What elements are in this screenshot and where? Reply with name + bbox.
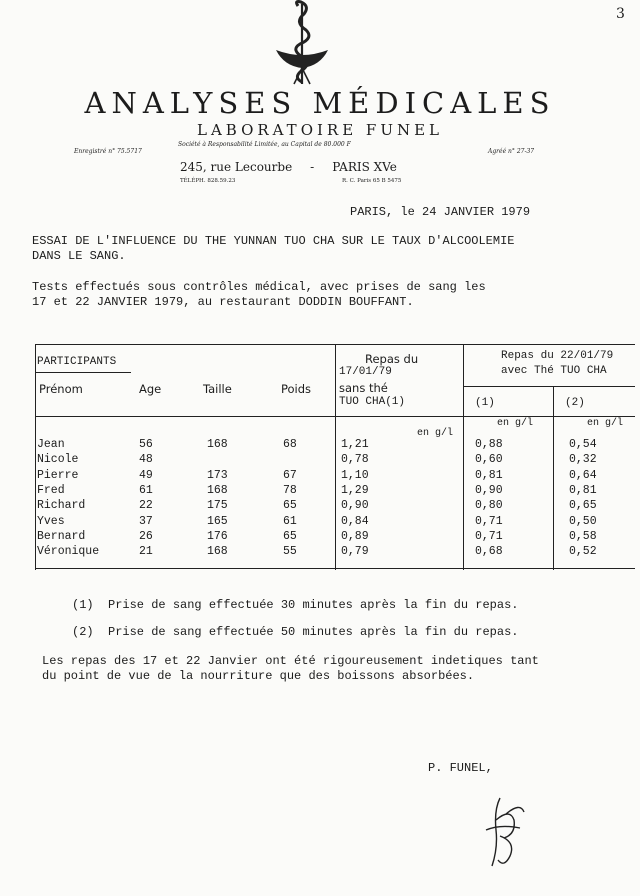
cell-prenom: Nicole	[37, 453, 79, 467]
cell-r2b: 0,58	[569, 529, 597, 543]
phone-number: TÉLÉPH. 828.59.23	[180, 178, 236, 184]
cell-r2a: 0,88	[475, 438, 503, 451]
header-repas2-line2: avec Thé TUO CHA	[501, 365, 607, 377]
closing-line-2: du point de vue de la nourriture que des boissons absorbées.	[42, 669, 475, 683]
cell-r2a: 0,90	[475, 483, 503, 497]
page-number: 3	[616, 6, 625, 22]
header-age: Age	[139, 382, 162, 396]
cell-poids: 65	[283, 529, 297, 543]
results-table	[35, 344, 635, 570]
company-line: Société à Responsabilité Limitée, au Capital de 80.000 F	[178, 141, 351, 148]
footnote-1: (1) Prise de sang effectuée 30 minutes après la fin du repas.	[72, 598, 519, 612]
cell-r2a: 0,80	[475, 499, 503, 513]
cell-taille: 165	[207, 514, 228, 528]
street: 245, rue Lecourbe	[180, 160, 293, 174]
cell-prenom: Véronique	[37, 545, 100, 559]
header-taille: Taille	[203, 382, 232, 396]
cell-r2b: 0,65	[569, 499, 597, 513]
cell-poids: 78	[283, 483, 297, 497]
cell-r2a: 0,60	[475, 453, 503, 467]
header-repas1-line4: TUO CHA(1)	[339, 396, 406, 408]
unit-col-1: en g/l	[417, 428, 454, 439]
registration-number: Enregistré n° 75.5717	[74, 148, 142, 155]
cell-prenom: Jean	[37, 438, 65, 451]
table-subheader-line	[463, 386, 635, 387]
cell-prenom: Fred	[37, 483, 65, 497]
cell-taille: 168	[207, 483, 228, 497]
lab-title: ANALYSES MÉDICALES	[84, 86, 556, 120]
address-separator: -	[310, 160, 315, 174]
header-repas1-line3: sans thé	[339, 381, 388, 395]
header-repas1-line1: Repas du	[365, 352, 419, 366]
tests-line-1: Tests effectués sous contrôles médical, avec prises de sang les	[32, 280, 486, 294]
approval-number: Agréé n° 27-37	[488, 148, 535, 155]
unit-col-3: en g/l	[587, 418, 624, 429]
cell-prenom: Pierre	[37, 468, 79, 482]
subject-line-2: DANS LE SANG.	[32, 249, 126, 263]
header-repas1-line2: 17/01/79	[339, 366, 392, 378]
cell-poids: 68	[283, 438, 297, 451]
cell-poids: 61	[283, 514, 297, 528]
header-sub-2: (2)	[565, 397, 585, 409]
cell-r1: 1,29	[341, 483, 369, 497]
cell-r1: 0,89	[341, 529, 369, 543]
cell-r1: 0,79	[341, 545, 369, 559]
cell-r2b: 0,52	[569, 545, 597, 559]
cell-age: 61	[139, 483, 153, 497]
city: PARIS XVe	[332, 160, 397, 174]
signatory-name: P. FUNEL,	[428, 761, 493, 775]
table-header-bottom	[35, 416, 635, 417]
address-line	[180, 160, 397, 174]
cell-r2a: 0,81	[475, 468, 503, 482]
cell-age: 56	[139, 438, 153, 451]
header-repas2-line1: Repas du 22/01/79	[501, 350, 614, 362]
cell-taille: 168	[207, 545, 228, 559]
closing-line-1: Les repas des 17 et 22 Janvier ont été rigoureusement indetiques tant	[42, 654, 539, 668]
cell-prenom: Yves	[37, 514, 65, 528]
cell-prenom: Bernard	[37, 529, 86, 543]
table-divider-1	[335, 344, 336, 570]
cell-prenom: Richard	[37, 499, 86, 513]
header-sub-1: (1)	[475, 397, 495, 409]
cell-age: 22	[139, 499, 153, 513]
cell-r1: 1,10	[341, 468, 369, 482]
tests-line-2: 17 et 22 JANVIER 1979, au restaurant DODDIN BOUFFANT.	[32, 295, 414, 309]
cell-r2b: 0,81	[569, 483, 597, 497]
footnote-2: (2) Prise de sang effectuée 50 minutes après la fin du repas.	[72, 625, 519, 639]
cell-r1: 0,84	[341, 514, 369, 528]
lab-subtitle: LABORATOIRE FUNEL	[196, 121, 444, 139]
cell-age: 37	[139, 514, 153, 528]
cell-age: 21	[139, 545, 153, 559]
table-divider-3	[553, 386, 554, 570]
cell-r2b: 0,32	[569, 453, 597, 467]
header-poids: Poids	[281, 382, 312, 396]
cell-r2b: 0,50	[569, 514, 597, 528]
handwritten-signature-icon	[470, 790, 540, 875]
cell-poids: 55	[283, 545, 297, 559]
participants-label: PARTICIPANTS	[37, 356, 117, 368]
cell-taille: 176	[207, 529, 228, 543]
cell-r1: 1,21	[341, 438, 369, 451]
rc-number: R. C. Paris 65 B 5475	[342, 178, 402, 184]
cell-r2a: 0,71	[475, 529, 503, 543]
cell-taille: 168	[207, 438, 228, 451]
cell-age: 26	[139, 529, 153, 543]
cell-r1: 0,78	[341, 453, 369, 467]
participants-underline	[35, 372, 131, 373]
cell-r1: 0,90	[341, 499, 369, 513]
unit-col-2: en g/l	[497, 418, 534, 429]
cell-r2b: 0,54	[569, 438, 597, 451]
subject-line-1: ESSAI DE L'INFLUENCE DU THE YUNNAN TUO CHA SUR LE TAUX D'ALCOOLEMIE	[32, 234, 515, 248]
cell-r2a: 0,68	[475, 545, 503, 559]
cell-poids: 67	[283, 468, 297, 482]
header-prenom: Prénom	[39, 382, 83, 396]
caduceus-logo-icon	[270, 0, 334, 86]
cell-age: 49	[139, 468, 153, 482]
cell-age: 48	[139, 453, 153, 467]
cell-r2a: 0,71	[475, 514, 503, 528]
cell-taille: 173	[207, 468, 228, 482]
date-line: PARIS, le 24 JANVIER 1979	[350, 205, 531, 219]
cell-taille: 175	[207, 499, 228, 513]
cell-poids: 65	[283, 499, 297, 513]
table-divider-2	[463, 344, 464, 570]
cell-r2b: 0,64	[569, 468, 597, 482]
